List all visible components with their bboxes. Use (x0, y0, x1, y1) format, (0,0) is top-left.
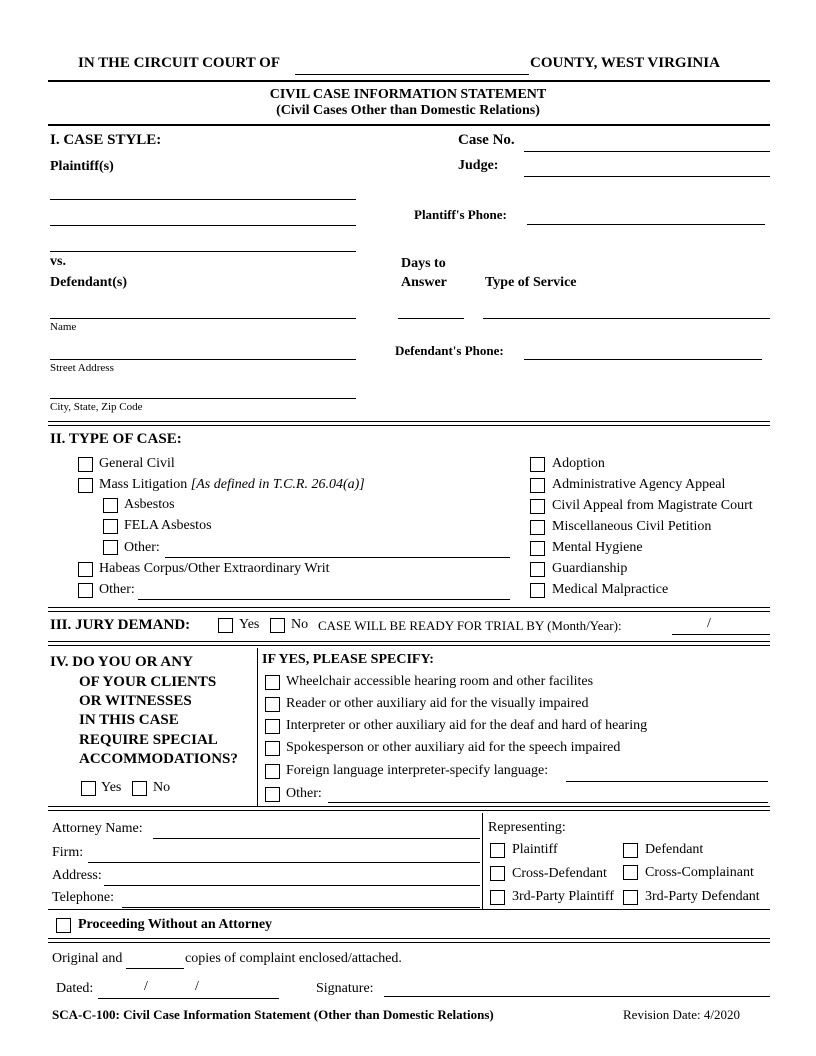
address-field[interactable] (104, 885, 480, 886)
foreign-language-label: Foreign language interpreter-specify language: (286, 763, 549, 778)
firm-label: Firm: (52, 845, 84, 860)
dated-label: Dated: (56, 981, 94, 996)
signature-label: Signature: (316, 981, 374, 996)
pro-se-label: Proceeding Without an Attorney (78, 917, 273, 932)
signature-field[interactable] (384, 996, 770, 997)
dated-slash-2: / (195, 979, 199, 994)
defendant-name-field[interactable] (50, 318, 356, 319)
county-field[interactable] (295, 74, 529, 75)
divider (48, 421, 770, 422)
medical-malpractice-checkbox[interactable] (530, 583, 545, 598)
fela-asbestos-checkbox[interactable] (103, 519, 118, 534)
telephone-field[interactable] (122, 907, 480, 908)
accommodations-yes-label: Yes (101, 780, 122, 795)
form-subtitle: (Civil Cases Other than Domestic Relations) (276, 103, 540, 118)
jury-no-label: No (291, 617, 309, 632)
reader-checkbox[interactable] (265, 697, 280, 712)
medical-malpractice-label: Medical Malpractice (552, 582, 669, 597)
spokesperson-checkbox[interactable] (265, 741, 280, 756)
wheelchair-checkbox[interactable] (265, 675, 280, 690)
third-party-defendant-checkbox[interactable] (623, 890, 638, 905)
attorney-name-field[interactable] (153, 838, 480, 839)
city-state-zip-field[interactable] (50, 398, 356, 399)
attorney-divider (482, 813, 483, 909)
defendant-phone-field[interactable] (524, 359, 762, 360)
civil-appeal-label: Civil Appeal from Magistrate Court (552, 498, 753, 513)
court-prefix: IN THE CIRCUIT COURT OF (78, 55, 281, 71)
street-caption: Street Address (50, 362, 114, 374)
guardianship-label: Guardianship (552, 561, 628, 576)
city-caption: City, State, Zip Code (50, 401, 143, 413)
accommodations-no-checkbox[interactable] (132, 781, 147, 796)
adoption-checkbox[interactable] (530, 457, 545, 472)
days-to-label: Days to (401, 256, 446, 271)
accommodations-heading-2: OF YOUR CLIENTS (79, 674, 217, 690)
trial-date-slash: / (707, 616, 711, 631)
representing-label: Representing: (488, 820, 566, 835)
interpreter-label: Interpreter or other auxiliary aid for the deaf and hard of hearing (286, 718, 648, 733)
foreign-language-checkbox[interactable] (265, 764, 280, 779)
plaintiff-line-3[interactable] (50, 251, 356, 252)
divider (48, 607, 770, 608)
answer-label: Answer (401, 275, 447, 290)
accommodations-no-label: No (153, 780, 171, 795)
judge-field[interactable] (524, 176, 770, 177)
copies-count-field[interactable] (126, 968, 184, 969)
cross-complainant-label: Cross-Complainant (645, 865, 754, 880)
guardianship-checkbox[interactable] (530, 562, 545, 577)
plaintiffs-label: Plaintiff(s) (50, 159, 114, 174)
other-accommodation-checkbox[interactable] (265, 787, 280, 802)
form-id: SCA-C-100: Civil Case Information Statement (Other than Domestic Relations) (52, 1007, 494, 1022)
pro-se-checkbox[interactable] (56, 918, 71, 933)
civil-appeal-checkbox[interactable] (530, 499, 545, 514)
name-caption: Name (50, 321, 77, 333)
divider (48, 80, 770, 82)
accommodations-heading-5: REQUIRE SPECIAL (79, 732, 218, 748)
other-accommodation-label: Other: (286, 786, 322, 801)
case-style-heading: I. CASE STYLE: (50, 132, 162, 148)
accommodations-yes-checkbox[interactable] (81, 781, 96, 796)
plaintiff-checkbox[interactable] (490, 843, 505, 858)
plaintiff-phone-label: Plantiff's Phone: (414, 207, 507, 222)
case-no-field[interactable] (524, 151, 770, 152)
judge-label: Judge: (458, 158, 499, 173)
third-party-defendant-label: 3rd-Party Defendant (645, 889, 760, 904)
firm-field[interactable] (88, 862, 480, 863)
mass-litigation-note: [As defined in T.C.R. 26.04(a)] (190, 477, 365, 492)
misc-petition-label: Miscellaneous Civil Petition (552, 519, 712, 534)
case-no-label: Case No. (458, 132, 515, 148)
third-party-plaintiff-checkbox[interactable] (490, 890, 505, 905)
general-civil-label: General Civil (99, 456, 175, 471)
adoption-label: Adoption (552, 456, 605, 471)
plaintiff-line-1[interactable] (50, 199, 356, 200)
divider (48, 611, 770, 612)
mass-litigation-label: Mass Litigation [As defined in T.C.R. 26.04(a)] (99, 477, 365, 492)
dated-slash-1: / (144, 979, 148, 994)
divider (48, 425, 770, 426)
defendant-checkbox[interactable] (623, 843, 638, 858)
divider (48, 938, 770, 939)
plaintiff-line-2[interactable] (50, 225, 356, 226)
divider (48, 124, 770, 126)
accommodations-heading-3: OR WITNESSES (79, 693, 192, 709)
general-civil-checkbox[interactable] (78, 457, 93, 472)
revision-date: Revision Date: 4/2020 (623, 1007, 740, 1022)
wheelchair-label: Wheelchair accessible hearing room and other facilites (286, 674, 594, 689)
asbestos-checkbox[interactable] (103, 498, 118, 513)
other-case-field[interactable] (138, 599, 510, 600)
other-accommodation-field[interactable] (328, 802, 768, 803)
foreign-language-field[interactable] (566, 781, 768, 782)
days-to-answer-field[interactable] (398, 318, 464, 319)
vs-label: vs. (50, 254, 66, 269)
cross-defendant-checkbox[interactable] (490, 866, 505, 881)
other-case-label: Other: (99, 582, 135, 597)
jury-yes-label: Yes (239, 617, 260, 632)
admin-appeal-checkbox[interactable] (530, 478, 545, 493)
plaintiff-phone-field[interactable] (527, 224, 765, 225)
mental-hygiene-label: Mental Hygiene (552, 540, 643, 555)
divider (48, 942, 770, 943)
defendant-label: Defendant (645, 842, 704, 857)
defendants-label: Defendant(s) (50, 275, 127, 290)
section-divider (257, 648, 258, 806)
dated-field[interactable] (98, 998, 279, 999)
divider (48, 909, 770, 910)
trial-date-field[interactable] (672, 634, 770, 635)
interpreter-checkbox[interactable] (265, 719, 280, 734)
mental-hygiene-checkbox[interactable] (530, 541, 545, 556)
cross-complainant-checkbox[interactable] (623, 865, 638, 880)
other-case-checkbox[interactable] (78, 583, 93, 598)
mass-litigation-checkbox[interactable] (78, 478, 93, 493)
habeas-checkbox[interactable] (78, 562, 93, 577)
type-of-service-label: Type of Service (485, 275, 577, 290)
reader-label: Reader or other auxiliary aid for the visually impaired (286, 696, 589, 711)
divider (48, 641, 770, 642)
third-party-plaintiff-label: 3rd-Party Plaintiff (512, 889, 615, 904)
other-mass-checkbox[interactable] (103, 540, 118, 555)
divider (48, 645, 770, 646)
habeas-label: Habeas Corpus/Other Extraordinary Writ (99, 561, 330, 576)
original-and-label: Original and (52, 951, 123, 966)
asbestos-label: Asbestos (124, 497, 175, 512)
specify-heading: IF YES, PLEASE SPECIFY: (262, 652, 434, 667)
divider (48, 810, 770, 811)
type-of-service-field[interactable] (483, 318, 770, 319)
spokesperson-label: Spokesperson or other auxiliary aid for the speech impaired (286, 740, 621, 755)
defendant-phone-label: Defendant's Phone: (395, 343, 504, 358)
misc-petition-checkbox[interactable] (530, 520, 545, 535)
address-label: Address: (52, 868, 102, 883)
accommodations-heading-6: ACCOMMODATIONS? (79, 751, 238, 767)
accommodations-heading-4: IN THIS CASE (79, 712, 179, 728)
other-mass-label: Other: (124, 540, 160, 555)
copies-text: copies of complaint enclosed/attached. (185, 951, 402, 966)
type-of-case-heading: II. TYPE OF CASE: (50, 431, 182, 447)
jury-no-checkbox[interactable] (270, 618, 285, 633)
telephone-label: Telephone: (52, 890, 114, 905)
attorney-name-label: Attorney Name: (52, 821, 143, 836)
street-address-field[interactable] (50, 359, 356, 360)
fela-asbestos-label: FELA Asbestos (124, 518, 212, 533)
divider (48, 806, 770, 807)
cross-defendant-label: Cross-Defendant (512, 866, 607, 881)
county-suffix: COUNTY, WEST VIRGINIA (530, 55, 720, 71)
accommodations-heading-1: IV. DO YOU OR ANY (50, 654, 193, 670)
trial-ready-text: CASE WILL BE READY FOR TRIAL BY (Month/Year): (318, 618, 622, 633)
jury-demand-heading: III. JURY DEMAND: (50, 617, 191, 633)
form-title: CIVIL CASE INFORMATION STATEMENT (269, 87, 547, 102)
plaintiff-label: Plaintiff (512, 842, 558, 857)
jury-yes-checkbox[interactable] (218, 618, 233, 633)
admin-appeal-label: Administrative Agency Appeal (552, 477, 726, 492)
other-mass-field[interactable] (165, 557, 510, 558)
